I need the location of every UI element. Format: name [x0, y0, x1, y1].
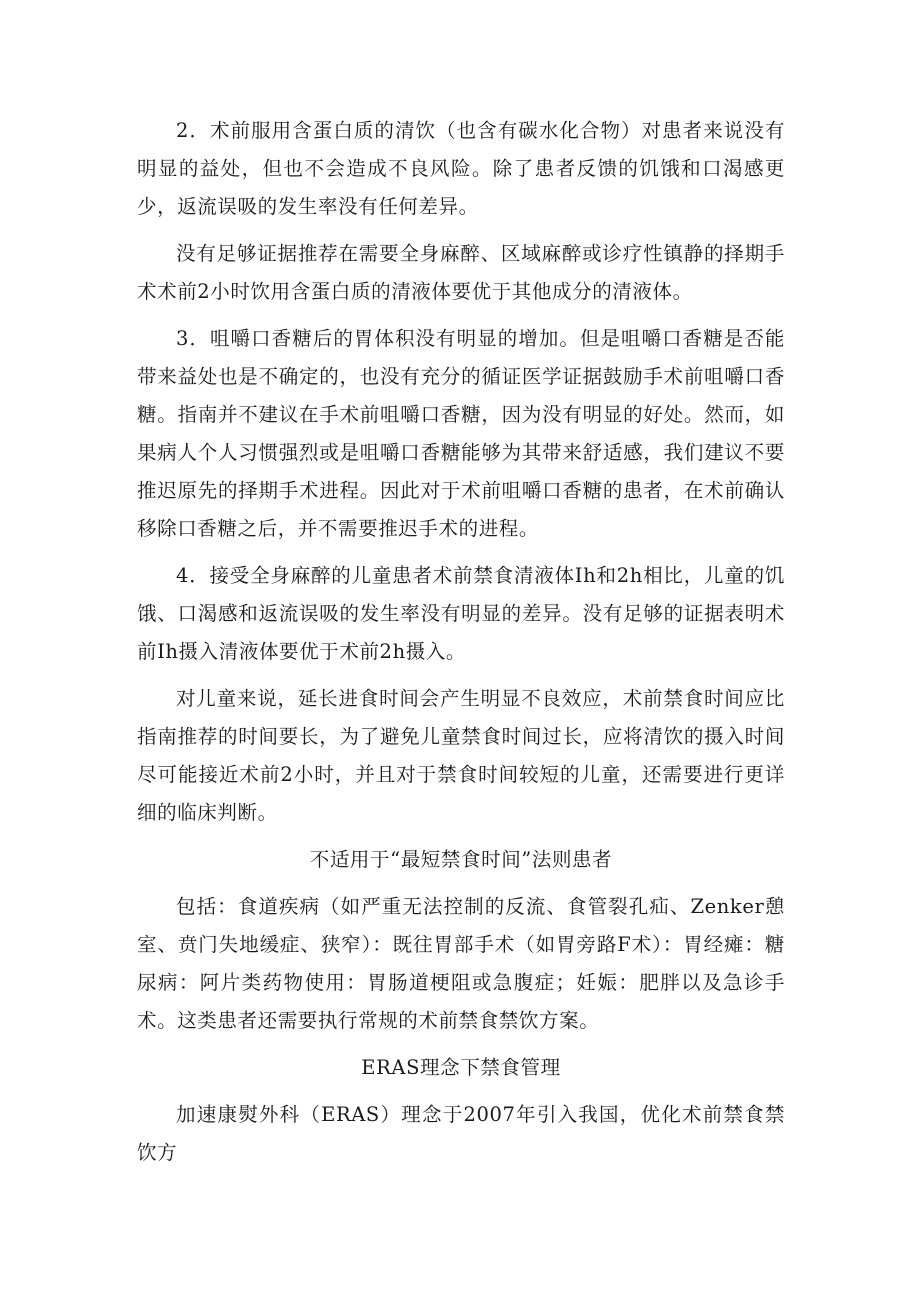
paragraph-children: 对儿童来说，延长进食时间会产生明显不良效应，术前禁食时间应比指南推荐的时间要长，为了避免儿童禁食时间过长，应将清饮的摄入时间尽可能接近术前2小时，并且对于禁食时间较短的儿童，还需要进行更详细的临床判断。 — [137, 687, 785, 824]
paragraph-item-4: 4．接受全身麻醉的儿童患者术前禁食清液体Ih和2h相比，儿童的饥饿、口渴感和返流误吸的发生率没有明显的差异。没有足够的证据表明术前Ih摄入清液体要优于术前2h摄入。 — [137, 564, 785, 663]
paragraph-eras: 加速康熨外科（ERAS）理念于2007年引入我国，优化术前禁食禁饮方 — [137, 1103, 785, 1164]
section-heading-exclusions: 不适用于“最短禁食时间”法则患者 — [309, 848, 613, 871]
section-heading-eras: ERAS理念下禁食管理 — [361, 1056, 561, 1079]
paragraph-item-2: 2．术前服用含蛋白质的清饮（也含有碳水化合物）对患者来说没有明显的益处，但也不会造成不良风险。除了患者反馈的饥饿和口渴感更少，返流误吸的发生率没有任何差异。 — [137, 119, 785, 218]
document-page — [137, 112, 785, 1172]
paragraph-exclusions: 包括：食道疾病（如严重无法控制的反流、食管裂孔疝、Zenker憩室、贲门失地缓症、狭窄）：既往胃部手术（如胃旁路F术）：胃经瘫：糖尿病：阿片类药物使用：胃肠道梗阻或急腹症；妊娠：肥胖以及急诊手术。这类患者还需要执行常规的术前禁食禁饮方案。 — [137, 895, 785, 1032]
paragraph-protein-evidence: 没有足够证据推荐在需要全身麻醉、区域麻醉或诊疗性镇静的择期手术术前2小时饮用含蛋白质的清液体要优于其他成分的清液体。 — [137, 242, 785, 303]
paragraph-item-3: 3．咀嚼口香糖后的胃体积没有明显的增加。但是咀嚼口香糖是否能带来益处也是不确定的，也没有充分的循证医学证据鼓励手术前咀嚼口香糖。指南并不建议在手术前咀嚼口香糖，因为没有明显的好处。然而，如果病人个人习惯强烈或是咀嚼口香糖能够为其带来舒适感，我们建议不要推迟原先的择期手术进程。因此对于术前咀嚼口香糖的患者，在术前确认移除口香糖之后，并不需要推迟手术的进程。 — [137, 327, 785, 540]
